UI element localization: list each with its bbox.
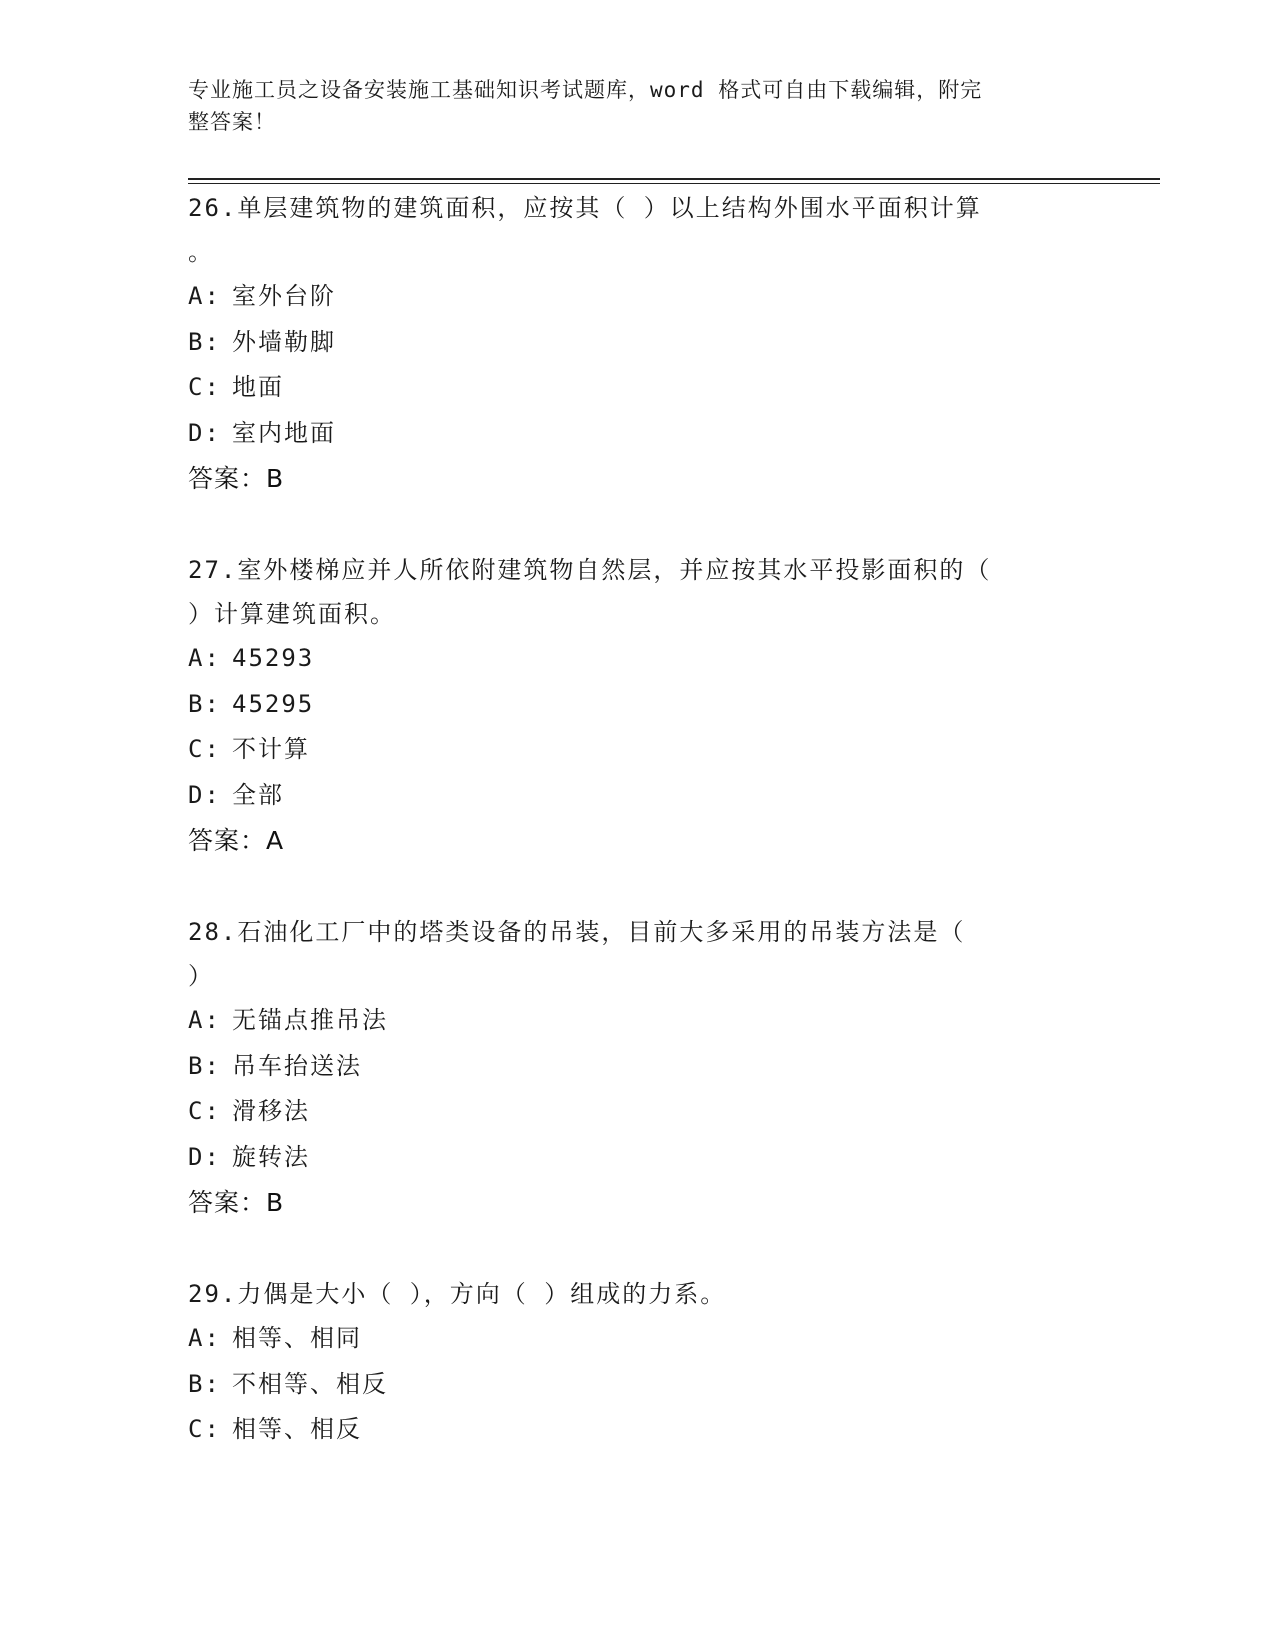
- question-27: [188, 548, 1088, 863]
- option-b: [188, 1044, 1088, 1090]
- option-a: [188, 1316, 1088, 1362]
- option-text: 不计算: [232, 735, 310, 763]
- document-header: [188, 74, 1068, 138]
- question-stem: 27.室外楼梯应并人所依附建筑物自然层，并应按其水平投影面积的（: [188, 556, 992, 584]
- option-text: 吊车抬送法: [232, 1051, 362, 1080]
- option-text: 相等、相反: [232, 1415, 362, 1443]
- option-c: [188, 1407, 1088, 1453]
- option-b: [188, 1362, 1088, 1408]
- option-key: B:: [188, 689, 221, 718]
- question-stem: 26.单层建筑物的建筑面积，应按其（ ）以上结构外围水平面积计算: [188, 194, 982, 222]
- option-key: A:: [188, 1006, 221, 1034]
- option-c: [188, 1089, 1088, 1135]
- option-text: 地面: [232, 373, 284, 401]
- option-d: [188, 1135, 1088, 1181]
- question-stem-continued: ）: [188, 962, 214, 990]
- option-text: 全部: [232, 780, 284, 809]
- option-d: [188, 773, 1088, 819]
- option-key: C:: [188, 373, 221, 401]
- answer: 答案：B: [188, 1188, 285, 1217]
- option-text: 45293: [232, 644, 315, 672]
- question-29: [188, 1272, 1088, 1453]
- option-text: 室外台阶: [232, 282, 336, 310]
- option-key: A:: [188, 282, 221, 310]
- question-stem-continued: 。: [188, 238, 214, 266]
- option-b: [188, 320, 1088, 366]
- option-a: [188, 998, 1088, 1044]
- option-key: B:: [188, 327, 221, 356]
- option-text: 不相等、相反: [232, 1369, 388, 1398]
- option-key: C:: [188, 1415, 221, 1443]
- question-26: [188, 186, 1088, 501]
- option-text: 室内地面: [232, 418, 336, 447]
- header-line-1: 专业施工员之设备安装施工基础知识考试题库，word 格式可自由下载编辑，附完: [188, 78, 983, 102]
- header-divider-thick: [188, 178, 1160, 180]
- option-key: D:: [188, 1142, 221, 1171]
- option-key: B:: [188, 1051, 221, 1080]
- option-key: C:: [188, 735, 221, 763]
- option-text: 外墙勒脚: [232, 327, 336, 356]
- option-b: [188, 682, 1088, 728]
- option-key: A:: [188, 1324, 221, 1352]
- option-key: C:: [188, 1097, 221, 1125]
- header-divider-thin: [188, 183, 1160, 184]
- option-a: [188, 274, 1088, 320]
- option-c: [188, 365, 1088, 411]
- answer: 答案：B: [188, 464, 285, 493]
- option-d: [188, 411, 1088, 457]
- option-text: 45295: [232, 689, 315, 718]
- question-28: [188, 910, 1088, 1225]
- question-stem: 28.石油化工厂中的塔类设备的吊装，目前大多采用的吊装方法是（: [188, 918, 966, 946]
- header-line-2: 整答案！: [188, 110, 276, 134]
- option-a: [188, 636, 1088, 682]
- option-text: 相等、相同: [232, 1324, 362, 1352]
- option-key: D:: [188, 780, 221, 809]
- option-key: B:: [188, 1369, 221, 1398]
- option-text: 滑移法: [232, 1097, 310, 1125]
- option-key: A:: [188, 644, 221, 672]
- option-text: 旋转法: [232, 1142, 310, 1171]
- option-text: 无锚点推吊法: [232, 1006, 388, 1034]
- option-c: [188, 727, 1088, 773]
- question-stem: 29.力偶是大小（ ），方向（ ）组成的力系。: [188, 1280, 727, 1308]
- question-stem-continued: ）计算建筑面积。: [188, 600, 396, 628]
- option-key: D:: [188, 418, 221, 447]
- answer: 答案：A: [188, 826, 285, 855]
